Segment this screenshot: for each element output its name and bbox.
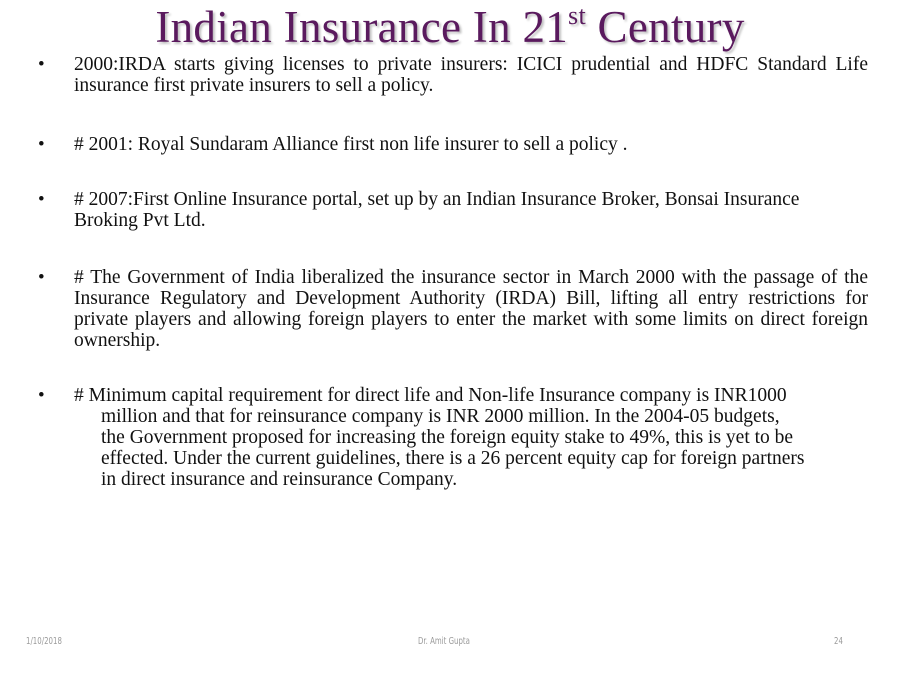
bullet-icon: •: [38, 54, 45, 75]
footer-date: 1/10/2018: [26, 636, 62, 647]
title-superscript: st: [568, 1, 586, 30]
footer-page-number: 24: [834, 636, 843, 647]
bullet-icon: •: [38, 267, 45, 288]
title-main: Indian Insurance In 21: [155, 2, 569, 52]
bullet-icon: •: [38, 385, 45, 406]
bullet-text: # 2001: Royal Sundaram Alliance first non life insurer to sell a policy .: [74, 134, 628, 155]
bullet-list: [32, 54, 868, 490]
bullet-text: # Minimum capital requirement for direct life and Non-life Insurance company is INR1000 million and that for reinsurance company is INR 2000 million. In the 2004-05 budgets, the Government proposed for increasing the foreign equity stake to 49%, this is yet to be effected. Under the current guidelines, there is a 26 percent equity cap for foreign partners in direct insurance and reinsurance Company.: [74, 385, 805, 490]
bullet-icon: •: [38, 189, 45, 210]
bullet-icon: •: [38, 134, 45, 155]
bullet-item: [32, 189, 868, 231]
slide-title: [0, 2, 900, 52]
footer-author: Dr. Amit Gupta: [418, 636, 470, 647]
bullet-text: # 2007:First Online Insurance portal, set up by an Indian Insurance Broker, Bonsai Insurance Broking Pvt Ltd.: [74, 189, 800, 231]
bullet-item: [32, 385, 868, 490]
bullet-item: [32, 267, 868, 351]
title-end: Century: [586, 2, 745, 52]
bullet-item: [32, 134, 868, 155]
bullet-text: # The Government of India liberalized the insurance sector in March 2000 with the passage of the Insurance Regulatory and Development Authority (IRDA) Bill, lifting all entry restrictions for private players and allowing foreign players to enter the market with some limits on direct foreign ownership.: [74, 267, 868, 351]
bullet-text: 2000:IRDA starts giving licenses to private insurers: ICICI prudential and HDFC Standard Life insurance first private insurers to sell a policy.: [74, 54, 868, 96]
bullet-item: [32, 54, 868, 96]
